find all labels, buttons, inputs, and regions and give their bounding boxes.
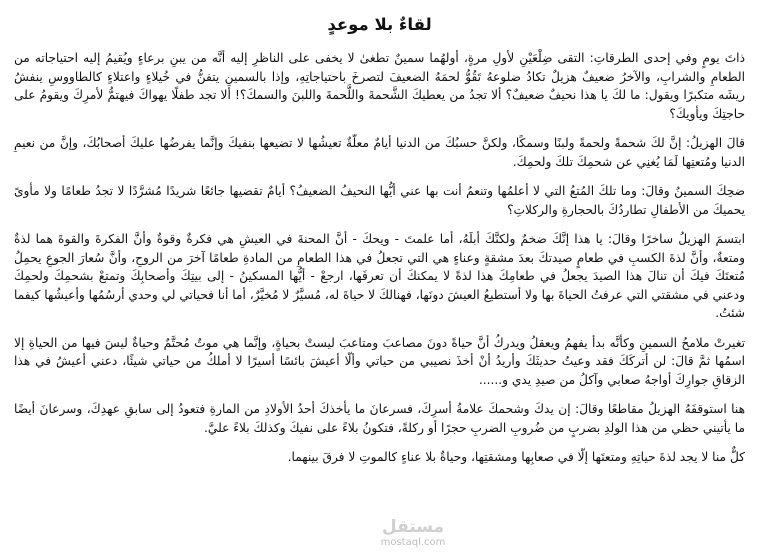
watermark-arabic-text: مستقل bbox=[381, 517, 445, 537]
paragraph-5: تغيرتْ ملامحُ السمينِ وكأنَّه بدأ يفهمُ ويعقلُ ويدركُ أنَّ حياةً دونَ مصاعبَ ومتاعبَ ليستْ بحياةٍ، وإنَّما هي موتٌ مُحتَّمٌ وحياةٌ ليسَ فيها من الحياةِ إلا اسمُها ثمَّ قالَ: لن أتركَكَ فقد وعيتُ حديثَكَ وأريدُ أنْ أخذَ نصيبي من حياتي وألّا أعيشَ بائسًا أسيرًا لا أملكُ من حياتي شيئًا، دعني أعيشُ في هذا الزقاقِ جوارِكَ أواجهُ صعابي وآكلُ من صيدِ يدي و...... bbox=[14, 335, 745, 387]
paragraph-6: هنا استوقفَهُ الهزيلُ مقاطعًا وقالَ: إن يدكَ وشحمكَ علامةُ أسرِكَ، فسرعانَ ما يأخذكَ أحدُ الأولادِ من المارةِ فتعودُ إلى سابقِ عهدِكَ، وسرعانَ أيضًا ما يأتيني حظي من هذا الولدِ بضربٍ من ضُروبِ الضربِ حجرًا أو ركلةً، فتكونُ بلاءً على نفيكَ وكذلكَ بلاءً عليَّ. bbox=[14, 402, 745, 435]
paragraph-4: ابتسمَ الهزيلُ ساخرًا وقالَ: يا هذا إنَّكَ ضخمٌ ولكنَّكَ أبلَهُ، أما علمتَ - ويحكَ - أنَّ المحنةَ في العيشِ هي فكرةٌ وقوةٌ وأنَّ الفكرةَ والقوةَ هما لذةٌ ومتعةٌ، وأنَّ لذةَ الكسبِ في طعامٍ صيدتكَ بعدَ مشقةٍ وعناءٍ هي التي تجعلُ في هذا الطعامِ من المادةِ طعامًا آخرَ من الروحِ، وأنَّ سُعارَ الجوعِ يحمِلُ مُتعتَكَ فيكَ أن تنالَ هذا الصيدَ يجعلُ في طعامِكَ هذا لذةً لا يمكنكَ أن تعرفَها، ارجعْ - أيُّها المسكينُ - إلى بيتِكَ وأصحابِكَ وتمتعْ بشحمِكَ ولحمِكَ ودعني في مشقتي التي عرفتُ الحياةَ بها ولا أستطيعُ العيشَ دونَها، فهنالكَ لا حياةَ له، مُسيَّرٌ لا مُخيَّرٌ، أما أنا فحياتي لي وحدي أرسُمُها وأعيشُها كيفما شئتُ. bbox=[14, 232, 745, 320]
paragraph-7: كلٌّ منا لا يجد لذةَ حياتِهِ ومتعتَها إلّا في صعابِها ومشقتِها، وحياةٌ بلا عناءٍ كالموتِ لا فرقَ بينهما. bbox=[287, 450, 745, 464]
paragraph-2: قالَ الهزيلُ: إنَّ لكَ شحمةً ولحمةً ولبنًا وسمكًا، ولكنَّ حسبُكَ من الدنيا أيامٌ معلّةٌ تعيشُها لا تضيعها بنفيكَ وإنَّما يفرضُها عليكَ أصحابُكَ، وإنَّ من نعيمِ الدنيا ومُتعتِها لَمَا يُغنِي عن شحمِكَ تلكَ ولحمِكَ. bbox=[14, 136, 745, 169]
paragraph-3: ضحِكَ السمينُ وقالَ: وما تلكَ المُتعُ التي لا أعلمُها وتنعمُ أنت بها عني أيُّها النحيفُ الضعيفُ؟ أيامٌ تقضيها جائعًا شريدًا مُشرَّدًا لا تجدُ طعامًا ولا مأوىً يحميكَ من الأطفالِ تطاردُكَ بالحجارةِ والركلاتِ؟ bbox=[14, 184, 745, 217]
page-title: لقاءٌ بلا موعدٍ bbox=[327, 15, 432, 34]
watermark-latin-text: mostaql.com bbox=[380, 537, 446, 548]
paragraph-1: ذاتَ يومٍ وفي إحدى الطرقاتِ: التقى ضِلْعَيْنِ لأولِ مرةٍ، أولهُما سمينٌ تطغىٰ لا يخفى على الناظرِ إليه أنَّه من يبنِ برعاءٍ ويُقيمُ إليه احتياجاته من الطعامِ والشرابِ، والآخرُ ضعيفٌ هزيلٌ تكادُ ضلوعهُ تَقُوُّ لحمَهُ الضعيفَ لتصرخَ باحتياجاتِهِ، وإذا بالسمينِ يتفنُّ في خُيلاءٍ واعتلاءٍ كالطاووسِ ينفشُ ريشَه متكبرًا ويقول: ما لكَ يا هذا نحيفٌ ضعيفٌ؟ ألا تجدُ من يعطيكَ الشَّحمةَ واللَّحمةَ واللبنَ والسمكَ؟! ألا تجد طفلًا يهواكَ فيهتمُّ لأمرِكَ ويقومُ على حاجتِكَ ويأويكَ؟ bbox=[14, 51, 745, 121]
